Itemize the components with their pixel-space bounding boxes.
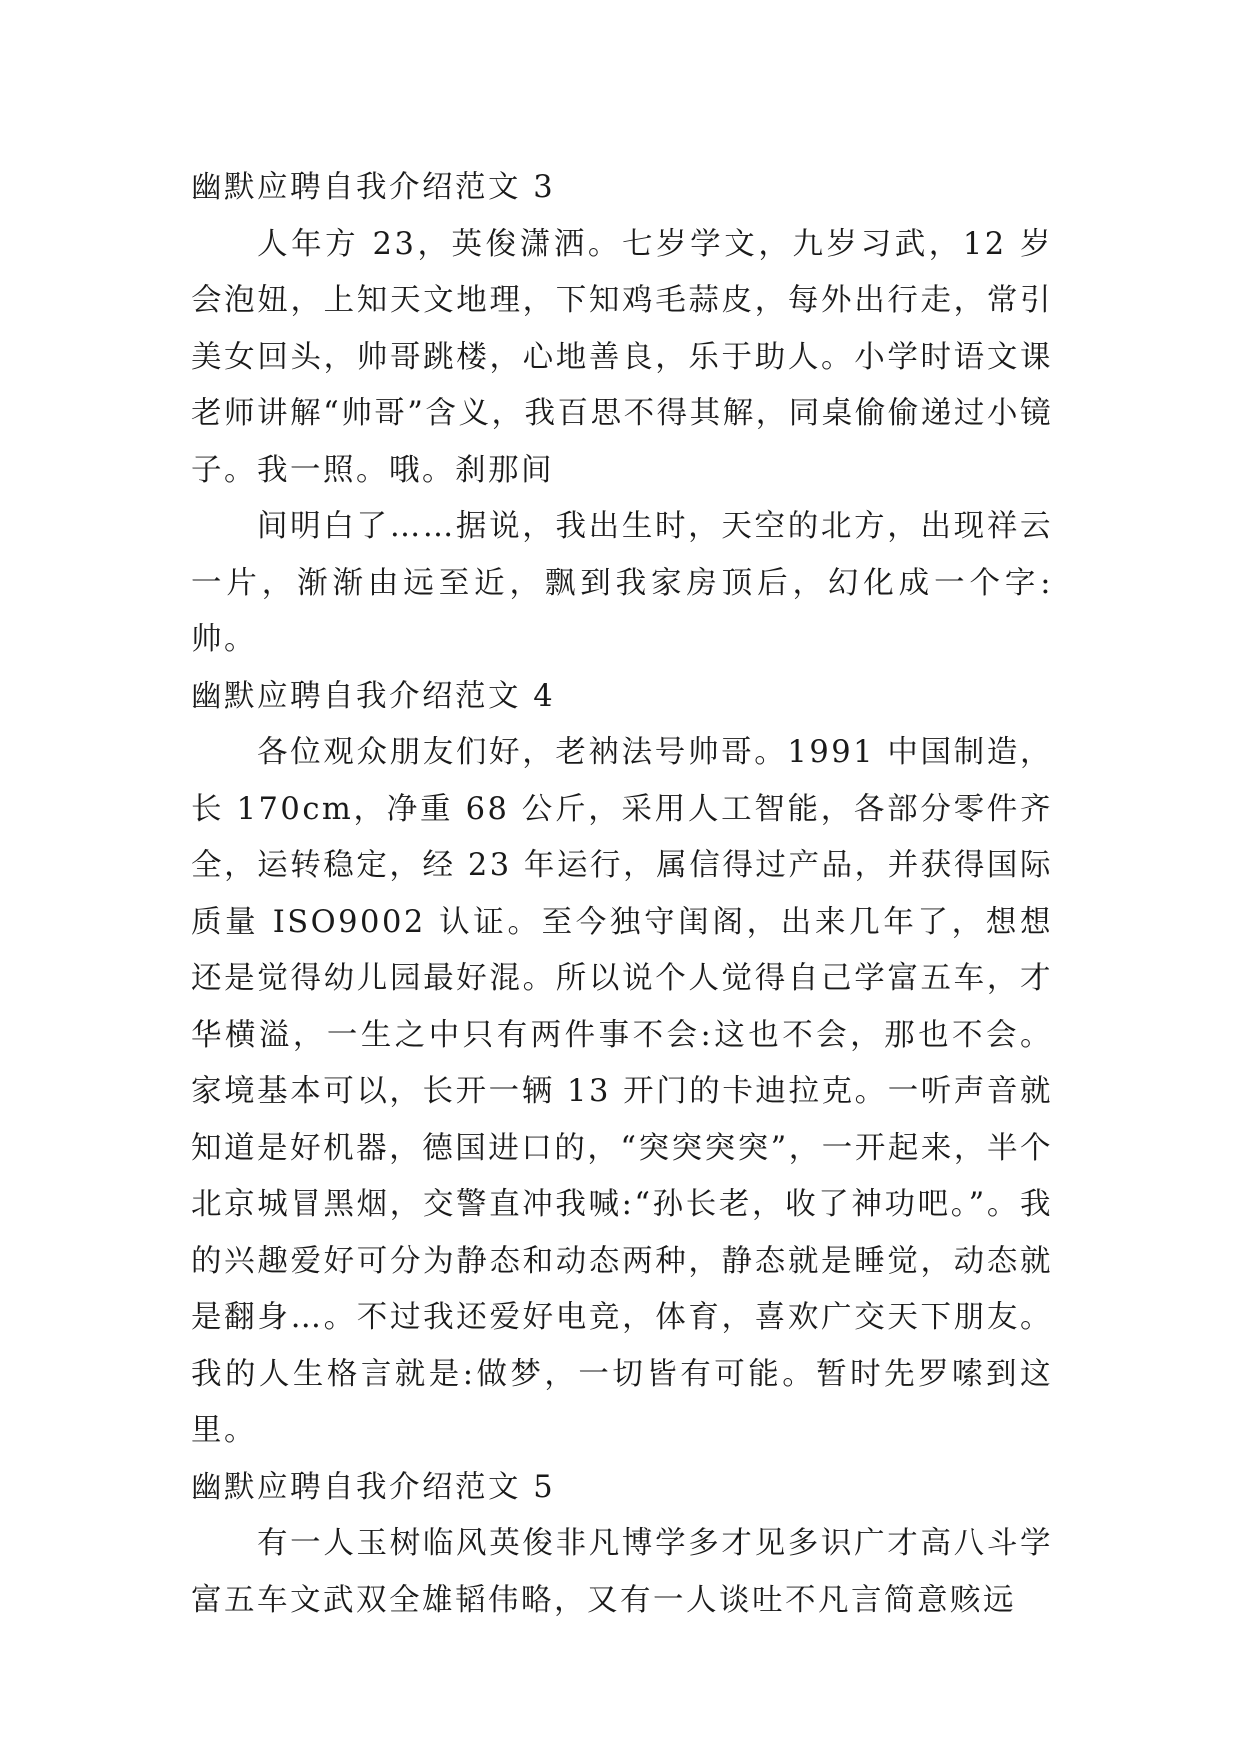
document-page bbox=[191, 160, 1053, 1629]
paragraph-5-1: 有一人玉树临风英俊非凡博学多才见多识广才高八斗学富五车文武双全雄韬伟略，又有一人谈吐不凡言简意赅远 bbox=[191, 1526, 1053, 1618]
paragraph-3-2: 间明白了……据说，我出生时，天空的北方，出现祥云一片，渐渐由远至近，飘到我家房顶后，幻化成一个字:帅。 bbox=[191, 509, 1053, 657]
paragraph-4-1: 各位观众朋友们好，老衲法号帅哥。1991 中国制造，长 170cm，净重 68 公斤，采用人工智能，各部分零件齐全，运转稳定，经 23 年运行，属信得过产品，并获得国际质量 ISO9002 认证。至今独守闺阁，出来几年了，想想还是觉得幼儿园最好混。所以说个人觉得自己学富五车，才华横溢，一生之中只有两件事不会:这也不会，那也不会。家境基本可以，长开一辆 13 开门的卡迪拉克。一听声音就知道是好机器，德国进口的，“突突突突”，一开起来，半个北京城冒黑烟，交警直冲我喊:“孙长老，收了神功吧。”。我的兴趣爱好可分为静态和动态两种，静态就是睡觉，动态就是翻身…。不过我还爱好电竞，体育，喜欢广交天下朋友。我的人生格言就是:做梦，一切皆有可能。暂时先罗嗦到这里。 bbox=[191, 735, 1053, 1448]
section-heading-5: 幽默应聘自我介绍范文 5 bbox=[191, 1469, 556, 1505]
section-heading-3: 幽默应聘自我介绍范文 3 bbox=[191, 170, 556, 205]
section-heading-4: 幽默应聘自我介绍范文 4 bbox=[191, 678, 556, 714]
paragraph-3-1: 人年方 23，英俊潇洒。七岁学文，九岁习武，12 岁会泡妞，上知天文地理，下知鸡毛蒜皮，每外出行走，常引美女回头，帅哥跳楼，心地善良，乐于助人。小学时语文课老师讲解“帅哥”含义，我百思不得其解，同桌偷偷递过小镜子。我一照。哦。刹那间 bbox=[191, 226, 1053, 488]
